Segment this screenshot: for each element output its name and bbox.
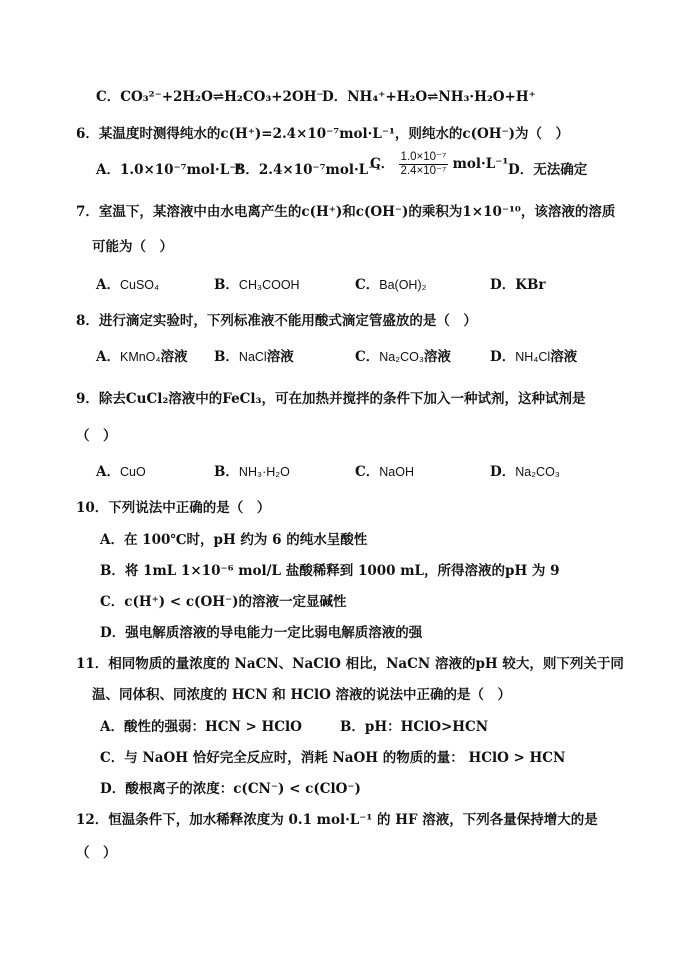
q9-option-c [355, 463, 414, 481]
option-text: Na₂CO₃ [515, 465, 560, 479]
option-text: Na₂CO₃ [379, 350, 424, 364]
q11-stem-line2: 温、同体积、同浓度的 HCN 和 HClO 溶液的说法中正确的是（ ） [92, 687, 512, 703]
q7-option-a [96, 276, 159, 294]
option-text: NaOH [379, 465, 414, 479]
option-text: NH₃·H₂O [238, 465, 290, 479]
q11-option-d: D．酸根离子的浓度：c(CN⁻) < c(ClO⁻) [100, 781, 361, 797]
option-text: Ba(OH)₂ [379, 278, 427, 292]
q9-option-b [214, 463, 290, 481]
q8-option-a [96, 348, 188, 366]
option-label: A． [96, 349, 120, 365]
option-label: C． [355, 277, 380, 293]
q11-stem-line1: 11．相同物质的量浓度的 NaCN、NaClO 相比，NaCN 溶液的pH 较大，则下列关于同 [76, 656, 624, 672]
q8-stem: 8．进行滴定实验时，下列标准液不能用酸式滴定管盛放的是（ ） [76, 313, 477, 329]
q8-option-d [490, 348, 577, 366]
q7-option-d [490, 276, 545, 294]
q6-option-b: B．2.4×10⁻⁷mol·L⁻¹ [234, 162, 382, 178]
q7-option-c [355, 276, 426, 294]
q9-option-d [490, 463, 560, 481]
q10-stem: 10．下列说法中正确的是（ ） [76, 500, 271, 516]
q11-option-c: C．与 NaOH 恰好完全反应时，消耗 NaOH 的物质的量： HClO > HCN [100, 750, 566, 766]
q9-stem-line2: （ ） [76, 428, 117, 444]
option-label: B． [214, 349, 239, 365]
option-suffix: 溶液 [423, 349, 451, 365]
q12-stem-line1: 12．恒温条件下，加水稀释浓度为 0.1 mol·L⁻¹ 的 HF 溶液，下列各量保持增大的是 [76, 812, 598, 828]
option-text: NaCl [238, 350, 267, 364]
q11-option-b: B．pH：HClO>HCN [340, 719, 489, 735]
option-text: NH₄⁺+H₂O⇌NH₃·H₂O+H⁺ [347, 89, 536, 105]
option-label: D． [490, 464, 516, 480]
option-label: B． [214, 277, 239, 293]
option-text: CuSO₄ [119, 278, 160, 292]
option-text: CH₃COOH [238, 278, 300, 292]
option-suffix: 溶液 [160, 349, 188, 365]
fraction [399, 151, 449, 178]
q6-option-d: D．无法确定 [508, 162, 588, 178]
q12-stem-line2: （ ） [76, 845, 117, 861]
option-label: C． [355, 464, 380, 480]
option-unit: mol·L⁻¹ [452, 156, 509, 172]
q8-option-c [355, 348, 451, 366]
option-label: B． [214, 464, 239, 480]
option-label: C． [370, 156, 395, 172]
q8-option-b [214, 348, 294, 366]
option-text: NH₄Cl [515, 350, 551, 364]
q6-option-a: A．1.0×10⁻⁷mol·L⁻¹ [96, 162, 243, 178]
fraction-numerator: 1.0×10⁻⁷ [400, 151, 447, 163]
fraction-denominator: 2.4×10⁻⁷ [400, 165, 447, 177]
q7-stem-line1: 7．室温下，某溶液中由水电离产生的c(H⁺)和c(OH⁻)的乘积为1×10⁻¹⁰，该溶液的溶质 [76, 204, 616, 220]
option-label: D． [490, 349, 516, 365]
q10-option-c: C．c(H⁺) < c(OH⁻)的溶液一定显碱性 [100, 594, 347, 610]
option-text: CuO [119, 465, 146, 479]
q7-option-b [214, 276, 300, 294]
q10-option-b: B．将 1mL 1×10⁻⁶ mol/L 盐酸稀释到 1000 mL，所得溶液的pH 为 9 [100, 563, 560, 579]
q9-stem-line1: 9．除去CuCl₂溶液中的FeCl₃，可在加热并搅拌的条件下加入一种试剂，这种试剂是 [76, 391, 586, 407]
q5-option-c [96, 88, 324, 106]
q7-stem-line2: 可能为（ ） [92, 239, 173, 255]
q6-stem: 6．某温度时测得纯水的c(H⁺)=2.4×10⁻⁷mol·L⁻¹，则纯水的c(OH⁻)为（ ） [76, 126, 569, 142]
option-label: D． [490, 277, 516, 293]
option-label: D． [322, 89, 348, 105]
option-label: A． [96, 464, 120, 480]
option-suffix: 溶液 [550, 349, 578, 365]
q9-option-a [96, 463, 146, 481]
option-suffix: 溶液 [266, 349, 294, 365]
option-text: KMnO₄ [119, 350, 161, 364]
q10-option-d: D．强电解质溶液的导电能力一定比弱电解质溶液的强 [100, 625, 423, 641]
option-text: KBr [515, 277, 546, 293]
option-label: C． [96, 89, 121, 105]
q11-option-a: A．酸性的强弱：HCN > HClO [100, 719, 302, 735]
q6-option-c [370, 151, 508, 178]
option-label: A． [96, 277, 120, 293]
option-label: C． [355, 349, 380, 365]
q5-option-d [322, 88, 536, 106]
option-text: CO₃²⁻+2H₂O⇌H₂CO₃+2OH⁻ [120, 89, 324, 105]
q10-option-a: A．在 100℃时，pH 约为 6 的纯水呈酸性 [100, 532, 368, 548]
